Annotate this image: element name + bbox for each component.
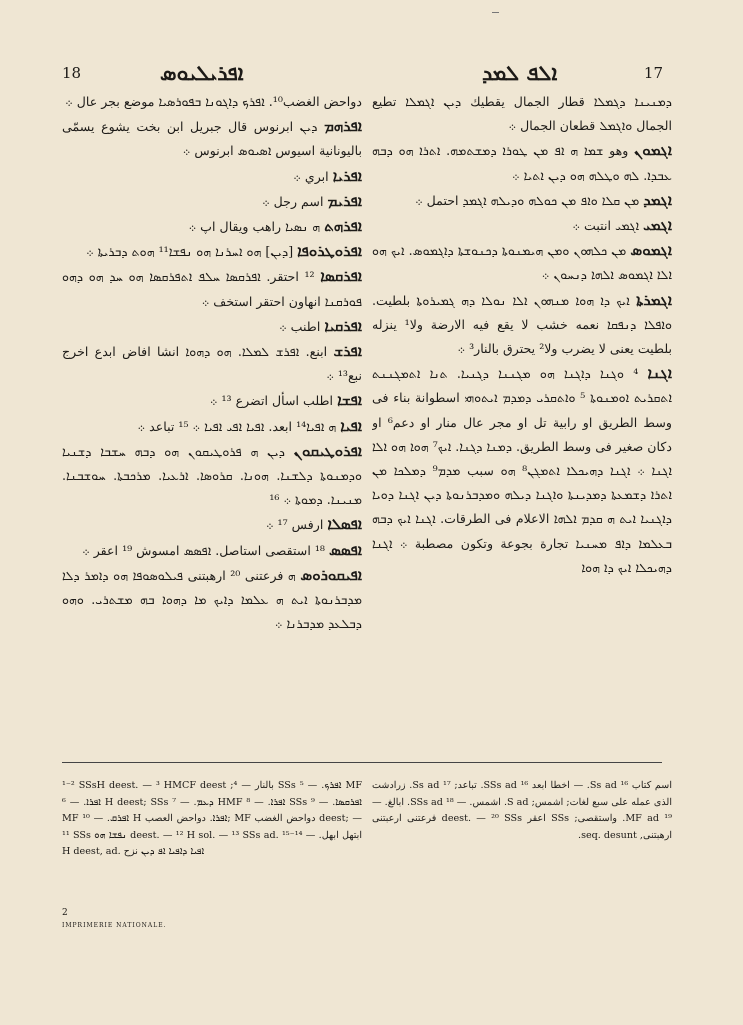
right-footnotes — [372, 778, 672, 918]
dictionary-entry — [62, 90, 362, 114]
entry-text: ܗ ܢܣܝܐ راهب ويقال اپ ܀ — [188, 219, 321, 235]
dictionary-entry — [62, 538, 362, 563]
entry-text: ܡܢ ܩܠܐ ܘܐܦ ܡܢ ܟܘܠܗ ܘܕܝܠܗ ܐܓܡܕ احتمل ܀ — [415, 192, 640, 208]
dictionary-entry — [62, 512, 362, 537]
dictionary-entry — [62, 388, 362, 413]
footnote-rule — [62, 762, 662, 763]
entry-text: ارفس ¹⁷ ܀ — [265, 517, 324, 533]
entry-text: ܕܡܢܝܢܐ ܕܓܡܠܐ قطار الجمال يقطيك ܕܝܢ ܐܓܡܠܐ تطيع الجمال ܘܐܓܡܠ قطعان الجمال ܀ — [372, 94, 672, 134]
entry-headword: ܐܦܣܣ — [328, 540, 362, 559]
dictionary-entry — [62, 563, 362, 637]
entry-text: دواحض الغضب¹⁰. ܐܦܪܟ ܕܐܓܘܢܐ ܒܦܘܪܣܝܐ موضع بجر عال ܀ — [65, 94, 362, 109]
entry-headword: ܐܦܣܠܐ — [327, 515, 362, 534]
entry-text: [ܕܝܢ] ܗܘ ܐܚܪܢܐ ܗܘ ܢܦܫܐ¹¹ ܗܘܬ ܕܒܪܝܬܐ ܀ — [86, 244, 294, 260]
entry-headword: ܐܦܪܗܬ — [324, 217, 362, 236]
entry-headword: ܐܓܡܝ — [643, 216, 672, 235]
dictionary-entry — [372, 361, 672, 580]
entry-text: اطنب ܀ — [279, 318, 321, 334]
dictionary-entry — [62, 439, 362, 513]
entry-text: ¹⁸ استقصى استاصل. ܐܦܣܣ امسوش ¹⁹ اعقر ܀ — [82, 542, 325, 558]
entry-headword: ܐܓܡܘܢ — [634, 141, 672, 160]
dictionary-entry — [372, 288, 672, 362]
entry-headword: ܐܓܡܕ — [643, 190, 672, 209]
entry-headword: ܐܦܪܘܛܪܘܦܐ — [297, 242, 362, 261]
dictionary-entry — [62, 239, 362, 264]
right-running-head: ܐܠܦ ܠܡܕ — [482, 60, 558, 85]
left-running-head: ܐܦܪܝܠܝܘܣ — [160, 60, 244, 85]
dictionary-entry — [372, 213, 672, 238]
entry-text: ܐܝܟ ܕܐ ܗܘܐ ܡܢܗܘܢ ܐܠܐ ܢܘܠܐ ܕܗ ܓܡܝܪܘܬܐ بلطيت. ܘܐܦܠܐ ܕܢܦܩܐ نعمه خشب لا يقع فيه الارضة ولا¹ ينزله بلطيت يعنى لا يضرب ولا² يحترق بالنار³ ܀ — [372, 292, 672, 357]
entry-text: ابري ܀ — [293, 168, 329, 184]
dictionary-entry — [372, 138, 672, 187]
entry-text: اسم رجل ܀ — [262, 193, 324, 209]
entry-headword: ܐܦܪܝܡ — [327, 191, 362, 210]
entry-headword: ܐܦܫܐ — [337, 391, 362, 410]
entry-headword: ܐܓܡܪܬܐ — [636, 290, 672, 309]
dictionary-entry — [372, 188, 672, 213]
entry-text: ¹² احتقر. ܐܦܪܩܣܐ ܚܠܦ ܐܬܦܪܩܣܐ ܗܘ ܚܕ ܗܘ ܕܗܘ ܦܘܪܩܢܐ انهاون احتقر استخف ܀ — [62, 269, 362, 309]
signature-mark: 2 — [62, 908, 68, 918]
entry-headword: ܐܦܪܩܝܐ — [324, 316, 362, 335]
footnote-line: اسم كتاب ¹⁶ Ss ad. — اخطا ابعد ¹⁶ SSs ad. تباعد; ¹⁷ Ss ad. زرادشت الذى عمله على سبع لغات; اشمس; S ad. اشمس. — ¹⁸ SSs ad. ابالغ. — ¹⁹ MF ad. واستقصى; SSs اعقر deest. — ²⁰ SSs فرعتنى ارعبتنى ارهبتنى, seq. desunt. — [372, 780, 672, 841]
entry-text: ܗ ܐܦܝܐ¹⁴ ابعد. ܐܦܝܐ ܐܦܝ ܐܦܝܐ ܀ ¹⁵ تباعد ܀ — [137, 418, 337, 434]
dictionary-entry — [62, 414, 362, 439]
printer-imprint: IMPRIMERIE NATIONALE. — [62, 922, 167, 929]
entry-text: ܡܢ ܟܠܗܘܢ ܘܡܢ ܗܝܡܢܘܬܐ ܕܟܢܘܫܬܐ ܕܐܓܡܘܣ. ܐܝܟ ܗܘ ܐܠܐ ܐܓܡܘܣ ܐܠܗܐ ܕܢܚܘܢ ܀ — [372, 243, 672, 283]
entry-headword: ܐܦܝܐ — [340, 416, 362, 435]
entry-text: ܐܓܡܝ انتبت ܀ — [572, 218, 640, 234]
ink-mark — [492, 12, 499, 13]
dictionary-entry — [62, 314, 362, 339]
entry-headword: ܐܦܪܝܐ — [332, 166, 362, 185]
dictionary-entry — [62, 189, 362, 214]
entry-text: اطلب اسأل اتضرع ¹³ ܀ — [209, 393, 334, 409]
entry-text: ابنع. ܐܦܪܫ ܠܡܠܐ. ܗܘ ܕܗܘܐ انشا افاض ابدع اخرج نبع¹³ ܀ — [62, 344, 362, 384]
entry-headword: ܐܦܪܗܡ — [324, 117, 362, 136]
right-text-column — [372, 90, 672, 740]
right-page-number: 17 — [643, 64, 663, 82]
entry-headword: ܐܓܡܘܣ — [630, 241, 672, 260]
footnote-line: ¹⁻² SSsH deest. — ³ HMCF deest ;بالنار — ⁴ SSs ܐܦܪܟ. — ⁵ MF ܐܦܪܐ. — ⁶ H deest; SSs ܕܥܡ. — ⁷ HMF ܐܦܪܐ. — ⁸ SSs ܐܦܪܩܣܐ. — ⁹ MF ܐܦܪܩ. — ¹⁰ H ܐܦܪܐ. دواحض العصب; MF دواحض الغضب deest; — ¹¹ SSs ܢܦܫܐ ܗܘ deest. — ¹² H sol. — ¹³ SSs ad. ابتهل ابهل. — ¹⁴⁻¹⁵ H deest, ad. ܐܦܝܐ ܕܐܦܝܐ ܐܦ ܕܝܢ نزح — [62, 780, 362, 858]
entry-headword: ܐܓܢܐ — [647, 364, 672, 383]
left-text-column — [62, 90, 362, 740]
entry-headword: ܐܦܪܫ — [333, 342, 362, 361]
entry-headword: ܐܦܪܩܣܐ — [320, 267, 362, 286]
dictionary-entry — [62, 339, 362, 388]
entry-text: ܗ فرعتنى ²⁰ ارهبتنى ܦܝܠܘܣܘܦܐ ܗܘ ܕܐܡܪ ܕܠܐ ܡܕܒܪܢܘܬܐ ܐܝܬ ܗ ܥܠܡܐ ܕܐܝܟ ܡܐ ܕܗܘܐ ܒܗ ܡܫܬܪܝ. ܘܗܘ ܕܒܠܥܕ ܡܕܒܪܢܐ ܀ — [62, 567, 362, 632]
dictionary-entry — [372, 238, 672, 287]
entry-text: ܕܝܢ ܗ ܦܪܘܛܝܩܘܢ ܗܘ ܕܒܗ ܚܫܒܐ ܕܫܢܝܐ ܘܕܡܢܘܬܐ ܕܠܫܢܐ. ܗܘܢܐ. ܩܪܘܣܐ. ܐܪܥܝܐ. ܡܪܟܒܬܐ. ܚܘܫܒܢܐ. ܡܢܝܢܐ. ܕܡܘܬܐ ܀ ¹⁶ — [62, 443, 362, 508]
entry-text: ⁴ ܘܓܢܐ ܕܐܓܢܐ ܗܘ ܡܓܢܢܐ ܕܓܢܝܐ. ܬܢܐ ܐܬܡܓܢܢܬ ܐܬܩܪܝܬ ܐܘܡܢܘܬܐ ⁵ ܘܐܬܩܪܝ ܕܡܕܡ ܐܝܬܘܗܝ اسطوانة بناء فى وسط الطريق او رابية تل او مجر عال منار او دعم⁶ او دكان صغير فى وسط الطريق. ܕܡܢܐ ܕܓܢܐ. ܐܝܟ⁷ ܗܘܐ ܗܘ ܐܠܐ ܐܓܢܐ ܀ ܐܓܢܐ ܕܗܝܟܠܐ ܐܬܡܓܢ⁸ ܗܘ سبب ܡܕܡ⁹ ܕܡܠܟܐ ܡܢ ܐܬܪܐ ܕܫܡܥܬܐ ܕܡܕܝܢܬܐ ܘܐܓܢܐ ܕܝܠܗ ܘܡܕܒܪܢܘܬܐ ܕܝܢ ܐܓܢܐ ܕܘܝܐ ܕܐܓܢܝܐ ܐܝܬ ܗ ܩܕܡ ܐܠܗܐ الاعلام فى الطرقات. ܐܓܢܐ ܐܝܟ ܕܒܗ ܒܥܠܡܐ ܕܐܦ ܡܚܢܝܐ تجارة بجوعة وتكون مصطبة ܀ ܐܓܢܐ ܕܗܝܟܠܐ ܐܝܟ ܕܐ ܗܘܐ — [372, 366, 672, 575]
entry-text: ܕܝܢ ابرنوس قال جبريل ابن بخت يشوع يسمّى باليونانية اسيوس ܐܣܝܘܣ ابرنوس ܀ — [62, 119, 362, 159]
dictionary-entry — [62, 264, 362, 313]
left-footnotes — [62, 778, 362, 918]
entry-headword: ܐܦܪܘܛܝܩܘܢ — [293, 441, 362, 460]
dictionary-entry — [372, 90, 672, 138]
entry-text: وهو ܫܡܐ ܗ ܐܦ ܡܢ ܛܘܪܐ ܕܡܫܬܡܗ. ܐܬܪܐ ܗܘ ܕܒܗ ܥܒܕܐ. ܠܗ ܘܛܠܗ ܗܘ ܕܝܢ ܐܬܝܐ ܀ — [372, 143, 672, 183]
left-page-number: 18 — [62, 64, 82, 82]
dictionary-entry — [62, 114, 362, 163]
dictionary-entry — [62, 164, 362, 189]
entry-headword: ܐܦܝܩܘܪܘܣ — [300, 565, 362, 584]
dictionary-entry — [62, 214, 362, 239]
